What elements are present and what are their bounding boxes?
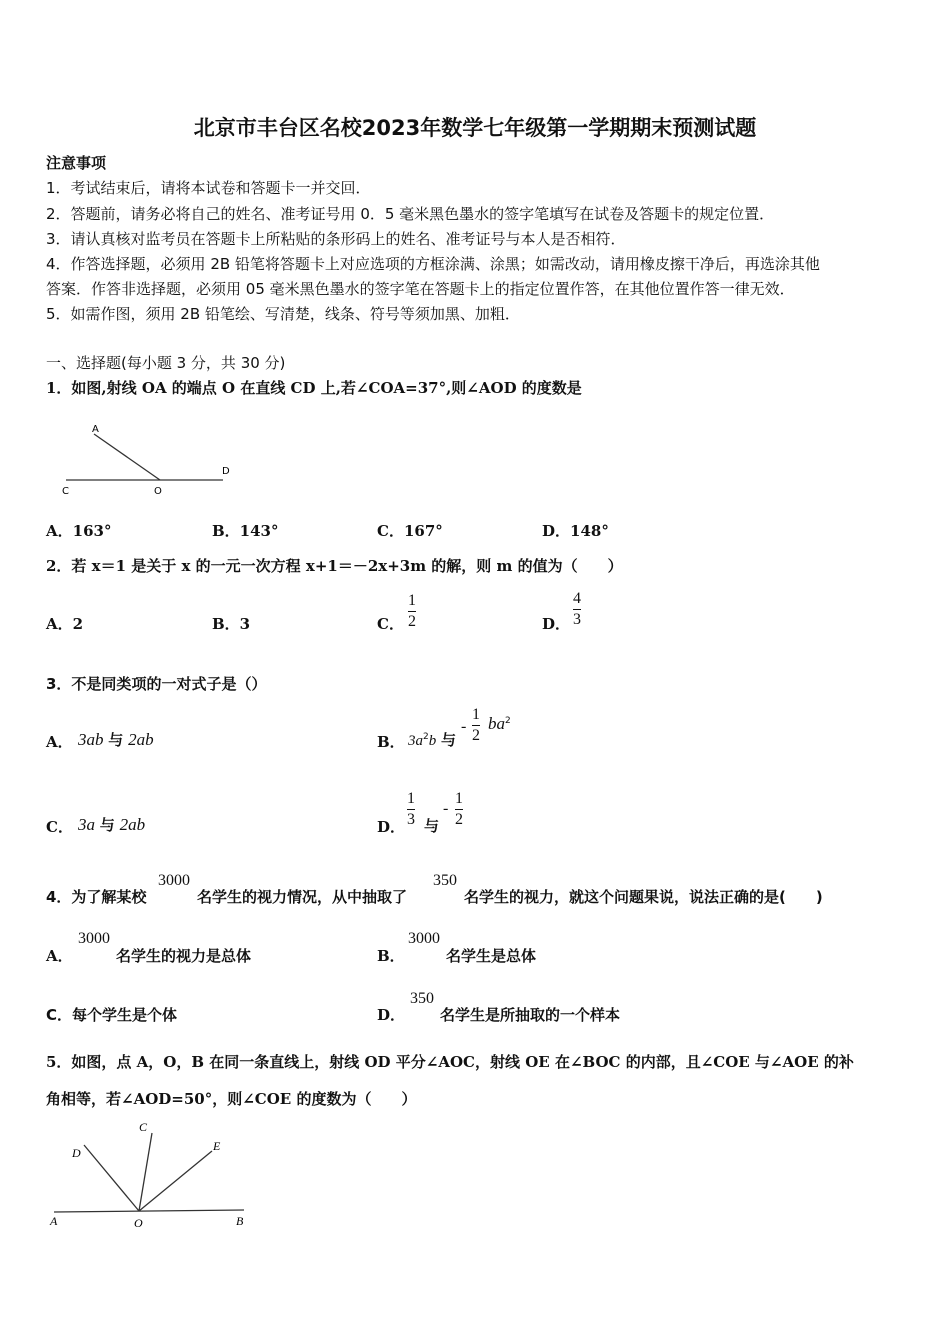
joiner: 与 (99, 816, 115, 834)
fraction-denominator: 2 (472, 727, 480, 744)
page-title: 北京市丰台区名校2023年数学七年级第一学期期末预测试题 (193, 116, 757, 140)
q3-option-d-fraction-2 (455, 790, 463, 829)
fraction-denominator: 3 (407, 811, 415, 828)
q4-number-sample: 350 (433, 872, 457, 889)
question-1-text: 1．如图,射线 OA 的端点 O 在直线 CD 上,若∠COA=37°,则∠AOD 的度数是 (46, 379, 582, 397)
q4-option-a-text: 名学生的视力是总体 (116, 947, 252, 965)
q2-option-c-fraction (408, 592, 416, 631)
expr: 3a (78, 815, 95, 834)
q2-option-b[interactable]: B．3 (212, 615, 251, 633)
minus-sign: - (443, 800, 449, 817)
q3-option-b-fraction (472, 706, 480, 745)
q2-option-d-label[interactable]: D． (542, 615, 571, 633)
expr: b (428, 733, 437, 749)
q2-option-d-fraction (573, 590, 581, 629)
notice-item: 2．答题前，请务必将自己的姓名、准考证号用 0．5 毫米黑色墨水的签字笔填写在试卷及答题卡的规定位置． (46, 205, 775, 223)
q1-label-c: C (62, 486, 69, 497)
q4-option-a-label[interactable]: A． (46, 947, 73, 965)
exponent: 2 (423, 732, 429, 742)
notice-heading: 注意事项 (46, 154, 107, 172)
fraction-numerator: 1 (408, 592, 416, 609)
q5-label-b: B (236, 1214, 244, 1228)
joiner: 与 (424, 817, 440, 835)
q4-option-b-text: 名学生是总体 (446, 947, 537, 965)
q4-option-b-label[interactable]: B． (377, 947, 405, 965)
expr: ba (488, 714, 505, 733)
notice-item: 答案．作答非选择题，必须用 05 毫米黑色墨水的签字笔在答题卡上的指定位置作答，在其他位置作答一律无效． (46, 280, 795, 298)
question-3-text: 3．不是同类项的一对式子是（） (46, 675, 267, 693)
fraction-numerator: 1 (455, 790, 463, 807)
q5-label-a: A (50, 1214, 58, 1228)
q3-option-c-label[interactable]: C． (46, 818, 73, 836)
fraction-denominator: 3 (573, 611, 581, 628)
question-4-text-end: 名学生的视力，就这个问题果说，说法正确的是( ) (464, 888, 823, 906)
q5-label-d: D (72, 1146, 81, 1160)
q1-option-b[interactable]: B．143° (212, 522, 279, 540)
joiner: 与 (441, 731, 457, 749)
question-2-text: 2．若 x＝1 是关于 x 的一元一次方程 x+1＝－2x+3m 的解，则 m 的值为（ ） (46, 557, 623, 575)
section-heading: 一、选择题(每小题 3 分，共 30 分) (46, 354, 286, 372)
fraction-numerator: 4 (573, 590, 581, 607)
q1-angle-figure (58, 418, 238, 498)
q3-option-a-label[interactable]: A． (46, 733, 73, 751)
question-4-text-start: 4．为了解某校 (46, 888, 147, 906)
question-4-text-mid: 名学生的视力情况，从中抽取了 (197, 888, 408, 906)
q3-option-c-expr (78, 814, 145, 835)
q4-option-c[interactable]: C．每个学生是个体 (46, 1006, 178, 1024)
expr: 3ab (78, 730, 104, 749)
q5-label-e: E (213, 1139, 221, 1153)
q4-number-total: 3000 (158, 872, 190, 889)
q1-option-a[interactable]: A．163° (46, 522, 112, 540)
q3-option-a-expr (78, 729, 154, 750)
minus-sign: - (461, 718, 467, 735)
q4-option-a-number: 3000 (78, 930, 110, 947)
notice-item: 5．如需作图，须用 2B 铅笔绘、写清楚，线条、符号等须加黑、加粗． (46, 305, 520, 323)
q1-label-d: D (222, 466, 230, 477)
q2-option-c-label[interactable]: C． (377, 615, 404, 633)
q5-angle-figure (44, 1115, 264, 1240)
q3-option-d-fraction-1 (407, 790, 415, 829)
q4-option-d-text: 名学生是所抽取的一个样本 (440, 1006, 621, 1024)
expr: 3a (408, 733, 423, 749)
q3-option-b-tail (488, 714, 511, 734)
joiner: 与 (108, 731, 124, 749)
fraction-numerator: 1 (407, 790, 415, 807)
q3-option-d-label[interactable]: D． (377, 818, 406, 836)
question-5-text-line2: 角相等，若∠AOD=50°，则∠COE 的度数为（ ） (46, 1090, 417, 1108)
notice-item: 4．作答选择题，必须用 2B 铅笔将答题卡上对应选项的方框涂满、涂黑；如需改动，请用橡皮擦干净后，再选涂其他 (46, 255, 820, 273)
q1-label-a: A (92, 424, 99, 435)
fraction-denominator: 2 (455, 811, 463, 828)
q4-option-b-number: 3000 (408, 930, 440, 947)
fraction-numerator: 1 (472, 706, 480, 723)
q3-option-b-label[interactable]: B． (377, 733, 405, 751)
q3-option-b-expr1 (408, 729, 456, 750)
q4-option-d-label[interactable]: D． (377, 1006, 406, 1024)
q1-option-c[interactable]: C．167° (377, 522, 443, 540)
expr: 2ab (119, 815, 146, 834)
notice-item: 3．请认真核对监考员在答题卡上所粘贴的条形码上的姓名、准考证号与本人是否相符． (46, 230, 626, 248)
q1-option-d[interactable]: D．148° (542, 522, 609, 540)
q4-option-d-number: 350 (410, 990, 434, 1007)
q2-option-a[interactable]: A．2 (46, 615, 84, 633)
q5-label-o: O (134, 1216, 143, 1230)
exponent: 2 (505, 716, 511, 726)
expr: 2ab (128, 730, 154, 749)
question-5-text-line1: 5．如图，点 A，O，B 在同一条直线上，射线 OD 平分∠AOC，射线 OE 在∠BOC 的内部，且∠COE 与∠AOE 的补 (46, 1053, 854, 1071)
fraction-denominator: 2 (408, 613, 416, 630)
notice-item: 1．考试结束后，请将本试卷和答题卡一并交回． (46, 179, 371, 197)
q1-label-o: O (154, 486, 162, 497)
q5-label-c: C (139, 1120, 148, 1134)
